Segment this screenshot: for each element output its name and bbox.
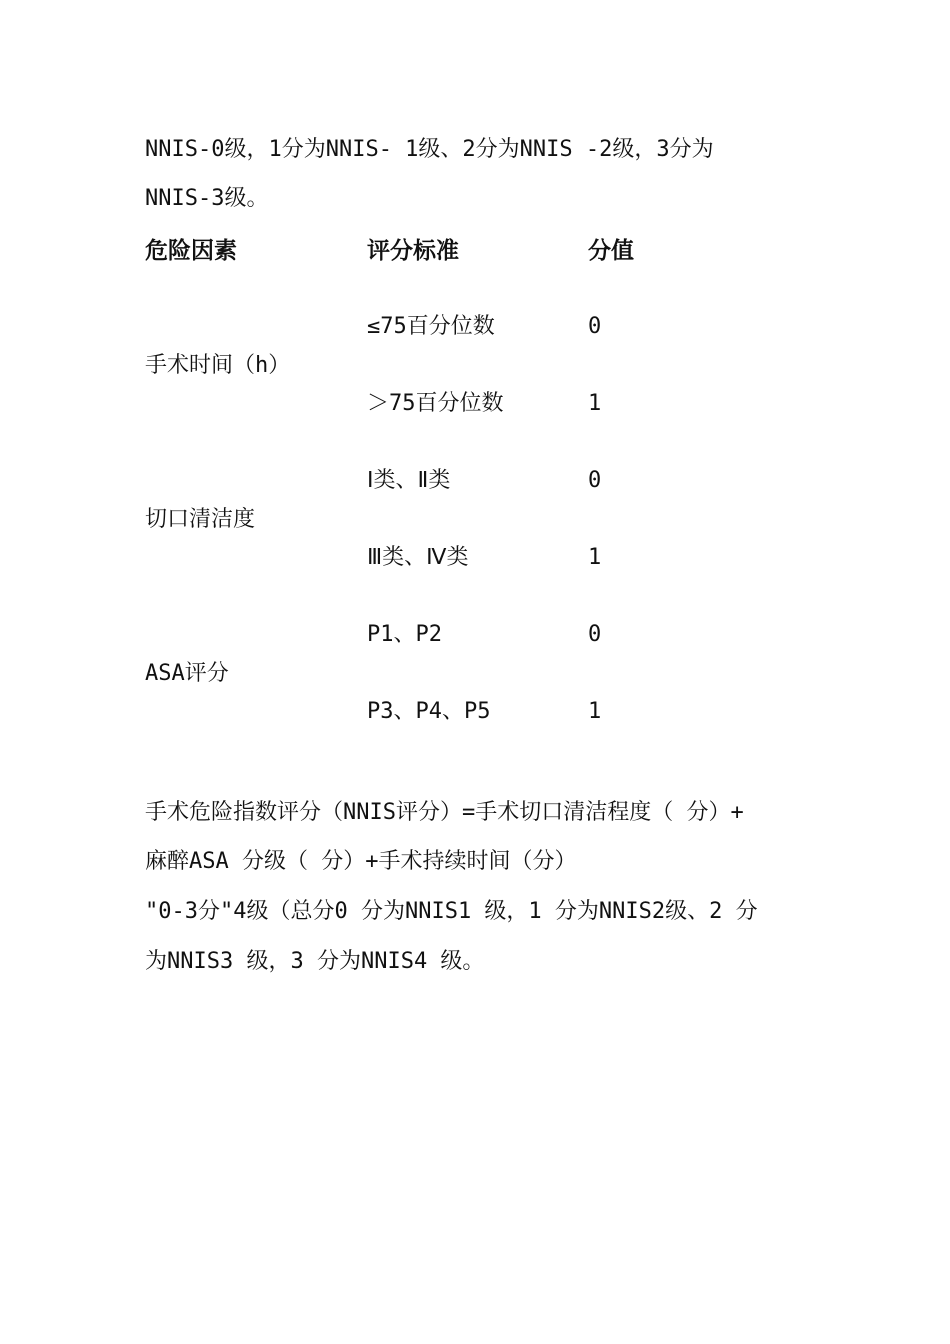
score-duration-low: 0 bbox=[588, 314, 602, 339]
score-duration-high: 1 bbox=[588, 391, 602, 416]
factor-surgery-duration: 手术时间（h） bbox=[145, 353, 291, 378]
score-asa-low: 0 bbox=[588, 622, 602, 647]
factor-wound-cleanliness: 切口清洁度 bbox=[145, 507, 256, 532]
criterion-duration-low: ≤75百分位数 bbox=[367, 314, 495, 339]
formula-line-3: "0-3分"4级（总分0 分为NNIS1 级，1 分为NNIS2级、2 分 bbox=[145, 899, 758, 924]
factor-asa-score: ASA评分 bbox=[145, 661, 229, 686]
score-wound-clean: 0 bbox=[588, 468, 602, 493]
intro-line-1: NNIS-0级，1分为NNIS- 1级、2分为NNIS -2级，3分为 bbox=[145, 137, 714, 162]
formula-line-1: 手术危险指数评分（NNIS评分）=手术切口清洁程度（ 分）+ bbox=[145, 800, 744, 825]
criterion-wound-dirty: Ⅲ类、Ⅳ类 bbox=[367, 545, 469, 570]
criterion-duration-high: ＞75百分位数 bbox=[367, 391, 504, 416]
score-asa-high: 1 bbox=[588, 699, 602, 724]
intro-line-2: NNIS-3级。 bbox=[145, 186, 269, 211]
score-wound-dirty: 1 bbox=[588, 545, 602, 570]
criterion-wound-clean: Ⅰ类、Ⅱ类 bbox=[367, 468, 451, 493]
criterion-asa-low: P1、P2 bbox=[367, 622, 442, 647]
formula-line-2: 麻醉ASA 分级（ 分）+手术持续时间（分） bbox=[145, 849, 577, 874]
header-score: 分值 bbox=[588, 238, 634, 264]
criterion-asa-high: P3、P4、P5 bbox=[367, 699, 491, 724]
header-risk-factor: 危险因素 bbox=[145, 238, 237, 264]
formula-line-4: 为NNIS3 级，3 分为NNIS4 级。 bbox=[145, 949, 485, 974]
header-criteria: 评分标准 bbox=[367, 238, 459, 264]
